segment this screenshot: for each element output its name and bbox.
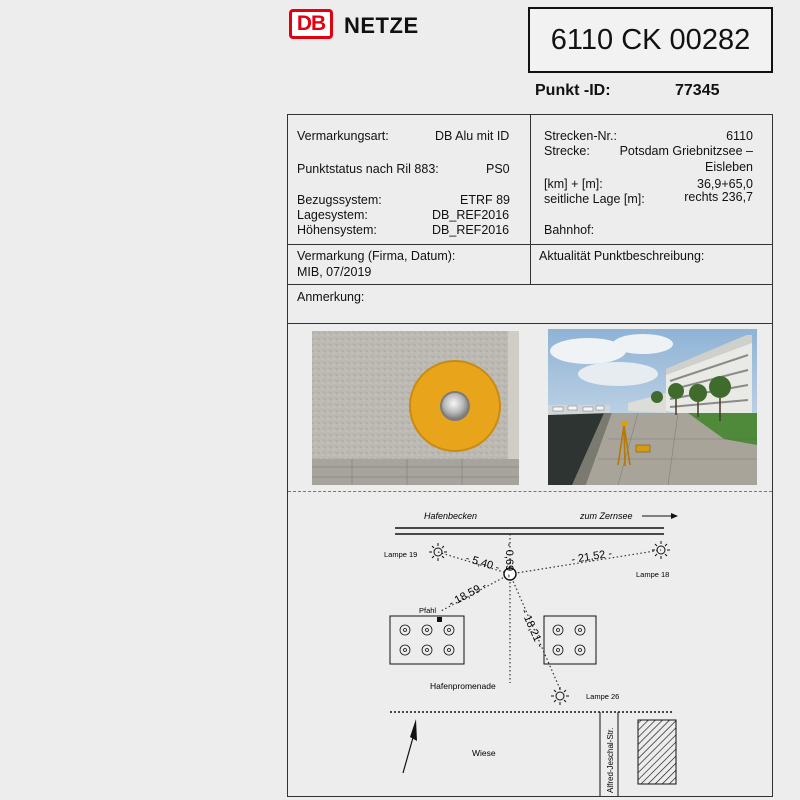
vermarkung-label: Vermarkung (Firma, Datum):	[297, 249, 456, 263]
bezugssystem-value: ETRF 89	[460, 193, 511, 207]
label-zum-zernsee: zum Zernsee	[580, 511, 633, 521]
site-photo-image	[548, 329, 757, 485]
strecke-value-line1: Potsdam Griebnitzsee –	[619, 144, 753, 158]
seitliche-lage-label: seitliche Lage [m]:	[544, 192, 645, 206]
anmerkung-label: Anmerkung:	[297, 290, 365, 304]
description-sheet	[287, 114, 773, 797]
punktstatus-value: PS0	[486, 162, 510, 176]
distance-5-40: - 5,40 -	[464, 552, 501, 575]
aktualitaet-label: Aktualität Punktbeschreibung:	[539, 249, 705, 263]
section-divider	[288, 491, 772, 492]
lagesystem-label: Lagesystem:	[297, 208, 368, 222]
point-code-box	[528, 7, 773, 73]
strecke-value-line2: Eisleben	[705, 160, 753, 174]
column-divider	[530, 115, 531, 244]
km-label: [km] + [m]:	[544, 177, 603, 191]
strecken-nr-value: 6110	[726, 129, 753, 143]
label-lampe-19: Lampe 19	[384, 550, 418, 559]
hoehensystem-label: Höhensystem:	[297, 223, 377, 237]
arrow-right-icon	[642, 513, 678, 519]
label-hafenbecken: Hafenbecken	[424, 511, 478, 521]
distance-18-21: - 18,21 -	[518, 607, 546, 650]
km-value: 36,9+65,0	[697, 177, 753, 191]
point-code: 6110 CK 00282	[550, 24, 751, 56]
tree-bed-right	[544, 616, 596, 664]
hoehensystem-value: DB_REF2016	[432, 223, 510, 237]
tree-bed-left	[390, 616, 464, 664]
location-sketch	[288, 493, 772, 796]
lagesystem-value: DB_REF2016	[432, 208, 510, 222]
distance-18-59: - 18,59 -	[446, 579, 489, 610]
strecken-nr-label: Strecken-Nr.:	[544, 129, 617, 143]
logo-text: DB	[296, 12, 326, 35]
vermarkungsart-value: DB Alu mit ID	[435, 129, 510, 143]
vermarkungsart-label: Vermarkungsart:	[297, 129, 389, 143]
site-photo	[548, 329, 757, 485]
bezugssystem-label: Bezugssystem:	[297, 193, 382, 207]
post-marker-icon	[437, 617, 442, 622]
vermarkung-value: MIB, 07/2019	[297, 265, 372, 279]
strecke-label: Strecke:	[544, 144, 590, 158]
harbor-edge	[395, 528, 664, 534]
seitliche-lage-value: rechts 236,7	[684, 190, 753, 204]
tree-icons-right	[553, 625, 585, 655]
row-divider-1	[288, 244, 772, 245]
tree-icons-left	[400, 625, 454, 655]
label-lampe-26: Lampe 26	[586, 692, 620, 701]
marker-photo-image	[312, 331, 519, 485]
marker-photo	[312, 331, 519, 485]
bahnhof-label: Bahnhof:	[544, 223, 595, 237]
label-hafenpromenade: Hafenpromenade	[430, 681, 496, 691]
column-divider-row2	[530, 244, 531, 284]
distance-21-52: - 21,52 -	[570, 547, 613, 566]
db-logo	[289, 9, 333, 39]
label-street: Alfred-Jeschal-Str.	[606, 727, 615, 793]
row-divider-3	[288, 323, 772, 324]
brand-name: NETZE	[344, 13, 419, 38]
label-wiese: Wiese	[472, 748, 496, 758]
punkt-id-value: 77345	[675, 82, 720, 99]
lamp-icon	[551, 687, 569, 705]
row-divider-2	[288, 284, 772, 285]
building	[638, 720, 676, 784]
label-lampe-18: Lampe 18	[636, 570, 670, 579]
north-arrow-icon	[403, 719, 417, 773]
label-pfahl: Pfahl	[419, 606, 437, 615]
punkt-id-label: Punkt -ID:	[535, 82, 611, 99]
punktstatus-label: Punktstatus nach Ril 883:	[297, 162, 439, 176]
distance-0-69: - 0,69 -	[503, 543, 515, 578]
